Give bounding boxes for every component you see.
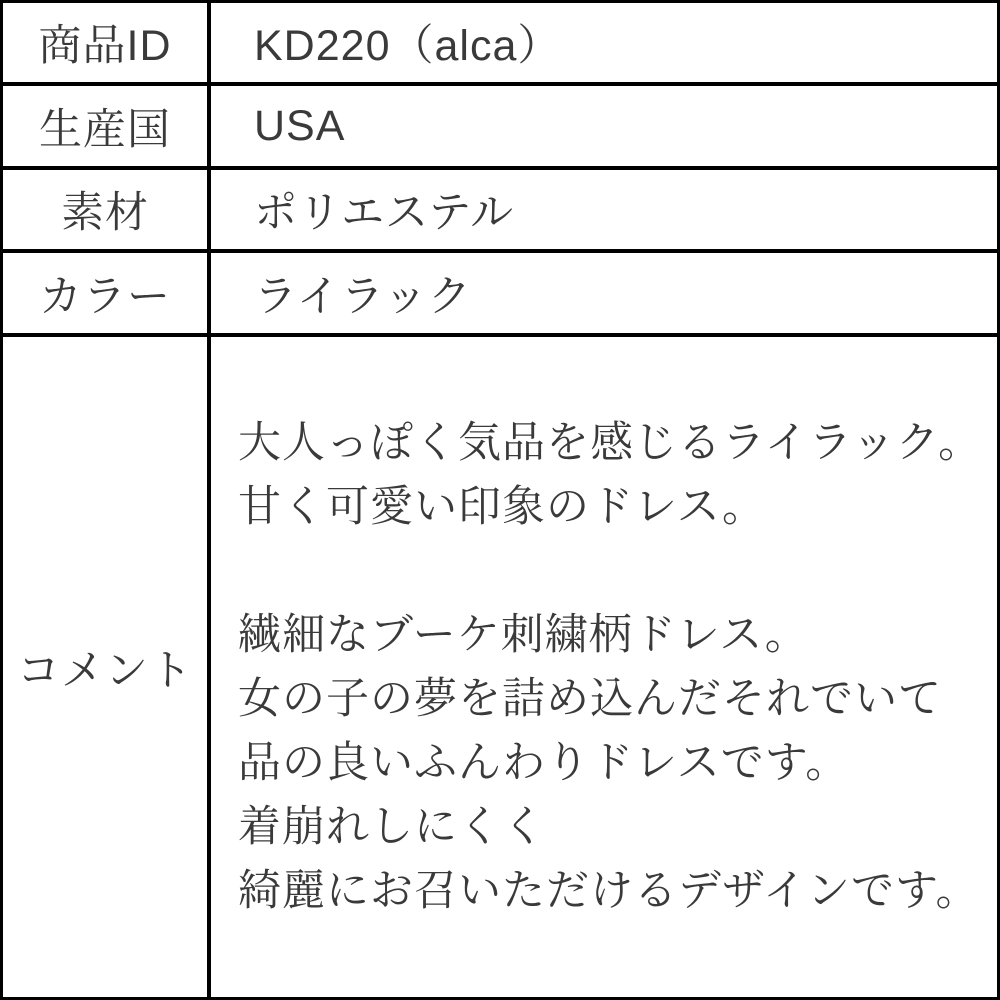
table-row-material (3, 170, 997, 253)
row-value-product-id: KD220（alca） (254, 22, 562, 70)
table-row-comment (3, 337, 997, 997)
comment-label: コメント (3, 337, 211, 997)
table-row-color (3, 253, 997, 337)
comment-line: 品の良いふんわりドレスです。 (238, 739, 850, 787)
table-row-country (3, 86, 997, 170)
row-value-country: USA (254, 101, 346, 150)
comment-line: 女の子の夢を詰め込んだそれでいて (238, 675, 942, 723)
row-label-product-id: 商品ID (3, 3, 211, 82)
comment-text-block (211, 337, 997, 997)
comment-line: 綺麗にお召いただけるデザインです。 (238, 867, 980, 915)
comment-line: 繊細なブーケ刺繍柄ドレス。 (238, 611, 809, 659)
table-row-product-id (3, 3, 997, 86)
row-value-color: ライラック (254, 272, 472, 321)
row-label-material: 素材 (3, 170, 211, 249)
row-label-color: カラー (3, 253, 211, 333)
comment-line: 甘く可愛い印象のドレス。 (238, 483, 766, 531)
comment-line: 着崩れしにくく (238, 803, 546, 851)
row-label-country: 生産国 (3, 86, 211, 166)
row-value-material: ポリエステル (254, 189, 515, 237)
comment-line: 大人っぽく気品を感じるライラック。 (238, 419, 983, 467)
